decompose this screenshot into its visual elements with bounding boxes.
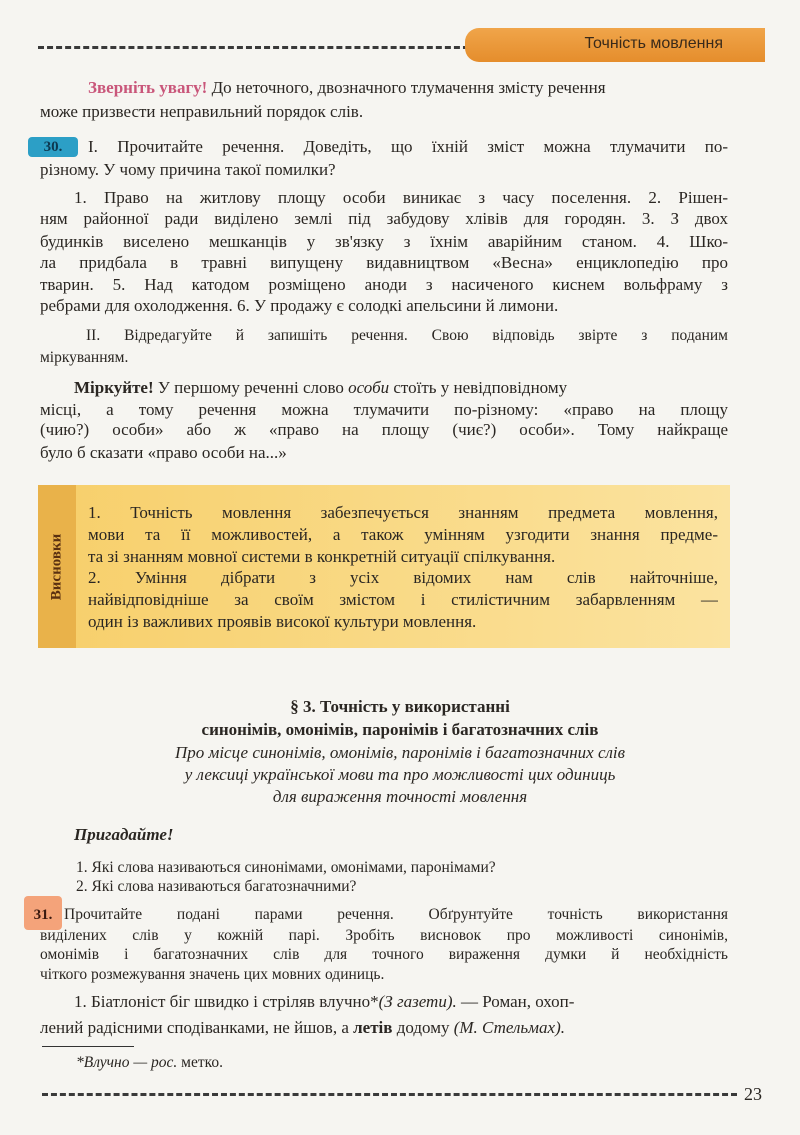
example-text: — Роман, охоп- — [456, 992, 575, 1011]
task-line: Прочитайте подані парами речення. Обґрунтуйте точність використання — [64, 906, 728, 923]
conclusions-label: Висновки — [48, 533, 65, 600]
footnote-rule — [42, 1046, 134, 1047]
conclusion-line: 1. Точність мовлення забезпечується знанням предмета мовлення, — [88, 503, 718, 522]
think-text: стоїть у невідповідному — [389, 378, 568, 397]
footnote — [76, 1052, 223, 1074]
attention-line-1 — [88, 77, 606, 99]
recall-label: Пригадайте! — [74, 825, 174, 844]
think-label: Міркуйте! — [74, 378, 154, 397]
think-word: особи — [348, 378, 390, 397]
conclusion-line: один із важливих проявів високої культури мовлення. — [88, 612, 477, 631]
footnote-text: метко. — [177, 1054, 223, 1071]
task-line: І. Прочитайте речення. Доведіть, що їхній зміст можна тлумачити по- — [88, 137, 728, 156]
task-line: чіткого розмежування значень цих мовних одиниць. — [40, 966, 385, 983]
task2-line: міркуванням. — [40, 349, 129, 366]
conclusion-line: мови та її можливостей, а також умінням узгодити знання предме- — [88, 525, 718, 544]
sentence-line: тварин. 5. Над катодом розміщено аноди з насиченого киснем вольфраму з — [40, 275, 728, 294]
sentence-line: ням районної ради виділено землі під забудову хлівів для городян. 3. З двох — [40, 209, 728, 228]
conclusion-line: 2. Уміння дібрати з усіх відомих нам слів найточніше, — [88, 568, 718, 587]
example-text: лений радісними сподіванками, не йшов, а — [40, 1018, 354, 1037]
think-line-2: місці, а тому речення можна тлумачити по-різному: «право на площу — [40, 400, 728, 419]
section-tab-label: Точність мовлення — [584, 35, 723, 52]
example-source: (М. Стельмах). — [453, 1018, 565, 1037]
think-line-1 — [74, 377, 567, 399]
think-line-3: (чию?) особи» або ж «право на площу (чиє?) особи». Тому найкраще — [40, 420, 728, 439]
task-line: різному. У чому причина такої помилки? — [40, 160, 336, 179]
attention-text: До неточного, двозначного тлумачення змісту речення — [207, 78, 606, 97]
conclusion-line: та зі знанням мовної системи в конкретній ситуації спілкування. — [88, 547, 556, 566]
footer-rule — [42, 1093, 737, 1096]
task2-line: ІІ. Відредагуйте й запишіть речення. Свою відповідь звірте з поданим — [86, 327, 728, 344]
example-line-1 — [74, 991, 574, 1013]
example-text: додому — [392, 1018, 454, 1037]
footnote-term: *Влучно — рос. — [76, 1054, 178, 1071]
exercise-number-badge: 31. — [24, 896, 62, 930]
page-number: 23 — [744, 1084, 762, 1104]
section-tab — [465, 28, 765, 62]
task-line: омонімів і багатозначних слів для точного вираження думки й необхідність — [40, 946, 728, 963]
think-line-4: було б сказати «право особи на...» — [40, 443, 287, 462]
section-subtitle: у лексиці української мови та про можливості цих одиниць — [184, 765, 616, 784]
think-text: У першому реченні слово — [153, 378, 349, 397]
section-subtitle: для вираження точності мовлення — [272, 787, 528, 806]
conclusion-line: найвідповідніше за своїм змістом і стилістичним забарвленням — — [88, 590, 718, 609]
section-title: синонімів, омонімів, паронімів і багатозначних слів — [201, 720, 599, 739]
example-line-2 — [40, 1017, 565, 1039]
example-source: (З газети). — [378, 992, 457, 1011]
header-rule — [38, 46, 478, 49]
exercise-number-badge: 30. — [28, 137, 78, 157]
conclusions-label-wrap — [38, 485, 76, 648]
sentence-line: ла придбала в травні випущену видавництвом «Весна» енциклопедію про — [40, 253, 728, 272]
attention-line-2: може призвести неправильний порядок слів. — [40, 102, 364, 121]
section-subtitle: Про місце синонімів, омонімів, паронімів і багатозначних слів — [174, 743, 626, 762]
recall-item: 1. Які слова називаються синонімами, омонімами, паронімами? — [76, 859, 496, 876]
section-title: § 3. Точність у використанні — [290, 697, 510, 716]
recall-item: 2. Які слова називаються багатозначними? — [76, 878, 357, 895]
sentence-line: 1. Право на житлову площу особи виникає з часу поселення. 2. Рішен- — [74, 188, 728, 207]
sentence-line: будинків виселено мешканців у зв'язку з їхнім аварійним станом. 4. Шко- — [40, 232, 728, 251]
example-text: 1. Біатлоніст біг швидко і стріляв влучно* — [74, 992, 379, 1011]
sentence-line: ребрами для охолодження. 6. У продажу є солодкі апельсини й лимони. — [40, 296, 559, 315]
task-line: виділених слів у кожній парі. Зробіть висновок про можливості синонімів, — [40, 927, 728, 944]
attention-label: Зверніть увагу! — [88, 78, 208, 97]
example-highlight: летів — [353, 1018, 393, 1037]
